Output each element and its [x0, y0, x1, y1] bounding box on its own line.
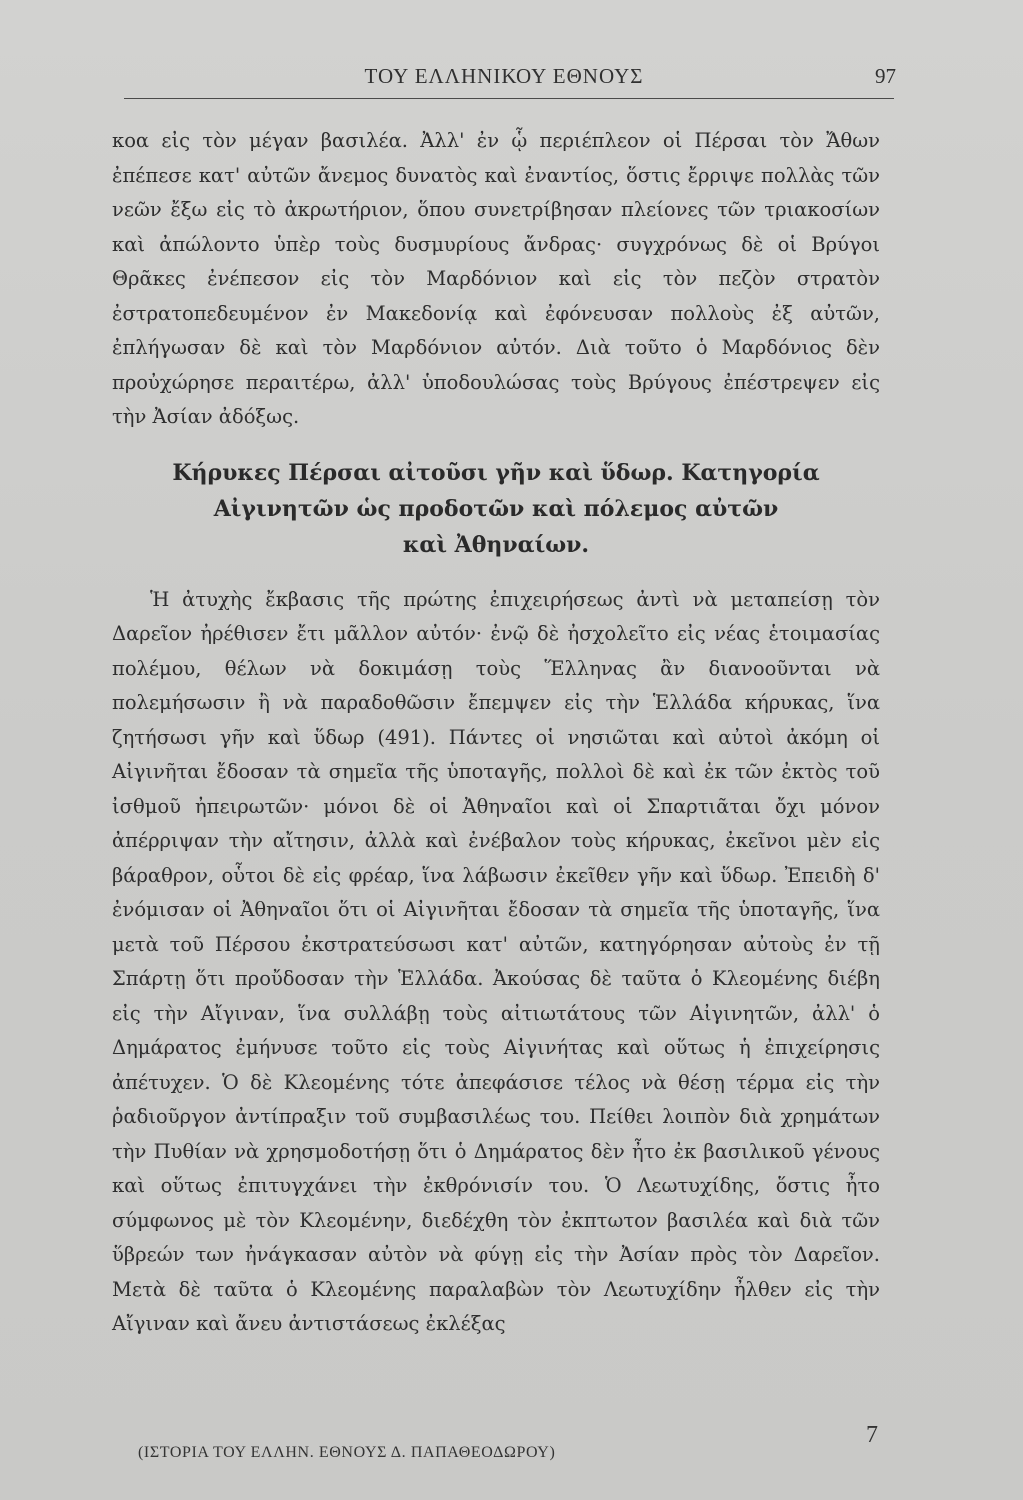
- footer-citation: (ΙΣΤΟΡΙΑ ΤΟΥ ΕΛΛΗΝ. ΕΘΝΟΥΣ Δ. ΠΑΠΑΘΕΟΔΩΡΟΥ): [138, 1444, 556, 1461]
- section-heading-line-3: καὶ Ἀθηναίων.: [402, 531, 590, 558]
- paragraph-2: Ἡ ἀτυχὴς ἔκβασις τῆς πρώτης ἐπιχειρήσεως ἀντὶ νὰ μεταπείσῃ τὸν Δαρεῖον ἠρέθισεν ἔτι μᾶλλον αὐτόν· ἐνῷ δὲ ἠσχολεῖτο εἰς νέας ἑτοιμασίας πολέμου, θέλων νὰ δοκιμάσῃ τοὺς Ἕλληνας ἂν διανοοῦνται νὰ πολεμήσωσιν ἢ νὰ παραδοθῶσιν ἔπεμψεν εἰς τὴν Ἑλλάδα κήρυκας, ἵνα ζητήσωσι γῆν καὶ ὕδωρ (491). Πάντες οἱ νησιῶται καὶ αὐτοὶ ἀκόμη οἱ Αἰγινῆται ἔδοσαν τὰ σημεῖα τῆς ὑποταγῆς, πολλοὶ δὲ καὶ ἐκ τῶν ἐκτὸς τοῦ ἰσθμοῦ ἠπειρωτῶν· μόνοι δὲ οἱ Ἀθηναῖοι καὶ οἱ Σπαρτιᾶται ὄχι μόνον ἀπέρριψαν τὴν αἴτησιν, ἀλλὰ καὶ ἐνέβαλον τοὺς κήρυκας, ἐκεῖνοι μὲν εἰς βάραθρον, οὗτοι δὲ εἰς φρέαρ, ἵνα λάβωσιν ἐκεῖθεν γῆν καὶ ὕδωρ. Ἐπειδὴ δ' ἐνόμισαν οἱ Ἀθηναῖοι ὅτι οἱ Αἰγινῆται ἔδοσαν τὰ σημεῖα τῆς ὑποταγῆς, ἵνα μετὰ τοῦ Πέρσου ἐκστρατεύσωσι κατ' αὐτῶν, κατηγόρησαν αὐτοὺς ἐν τῇ Σπάρτῃ ὅτι προὔδοσαν τὴν Ἑλλάδα. Ἀκούσας δὲ ταῦτα ὁ Κλεομένης διέβη εἰς τὴν Αἴγιναν, ἵνα συλλάβῃ τοὺς αἰτιωτάτους τῶν Αἰγινητῶν, ἀλλ' ὁ Δημάρατος ἐμήνυσε τοῦτο εἰς τοὺς Αἰγινήτας καὶ οὕτως ἡ ἐπιχείρησις ἀπέτυχεν. Ὁ δὲ Κλεομένης τότε ἀπεφάσισε τέλος νὰ θέσῃ τέρμα εἰς τὴν ῥαδιοῦργον ἀντίπραξιν τοῦ συμβασιλέως του. Πείθει λοιπὸν διὰ χρημάτων τὴν Πυθίαν νὰ χρησμοδοτήσῃ ὅτι ὁ Δημάρατος δὲν ἦτο ἐκ βασιλικοῦ γένους καὶ οὕτως ἐπιτυγχάνει τὴν ἐκθρόνισίν του. Ὁ Λεωτυχίδης, ὅστις ἦτο σύμφωνος μὲ τὸν Κλεομένην, διεδέχθη τὸν ἐκπτωτον βασιλέα καὶ διὰ τῶν ὕβρεών των ἠνάγκασαν αὐτὸν νὰ φύγῃ εἰς τὴν Ἀσίαν πρὸς τὸν Δαρεῖον. Μετὰ δὲ ταῦτα ὁ Κλεομένης παραλαβὼν τὸν Λεωτυχίδην ἦλθεν εἰς τὴν Αἴγιναν καὶ ἄνευ ἀντιστάσεως ἐκλέξας: [112, 587, 880, 1335]
- section-heading-line-2: Αἰγινητῶν ὡς προδοτῶν καὶ πόλεμος αὐτῶν: [213, 495, 779, 522]
- paragraph-1: κοα εἰς τὸν μέγαν βασιλέα. Ἀλλ' ἐν ᾧ περιέπλεον οἱ Πέρσαι τὸν Ἄθων ἐπέπεσε κατ' αὐτῶν ἄνεμος δυνατὸς καὶ ἐναντίος, ὅστις ἔρριψε πολλὰς τῶν νεῶν ἔξω εἰς τὸ ἀκρωτήριον, ὅπου συνετρίβησαν πλείονες τῶν τριακοσίων καὶ ἀπώλοντο ὑπὲρ τοὺς δυσμυρίους ἄνδρας· συγχρόνως δὲ οἱ Βρύγοι Θρᾶκες ἐνέπεσον εἰς τὸν Μαρδόνιον καὶ εἰς τὸν πεζὸν στρατὸν ἐστρατοπεδευμένον ἐν Μακεδονίᾳ καὶ ἐφόνευσαν πολλοὺς ἐξ αὐτῶν, ἐπλήγωσαν δὲ καὶ τὸν Μαρδόνιον αὐτόν. Διὰ τοῦτο ὁ Μαρδόνιος δὲν προὐχώρησε περαιτέρω, ἀλλ' ὑποδουλώσας τοὺς Βρύγους ἐπέστρεψεν εἰς τὴν Ἀσίαν ἀδόξως.: [112, 129, 880, 428]
- page-header: [124, 64, 896, 94]
- section-heading: [112, 455, 880, 563]
- page-footer: [138, 1422, 878, 1474]
- signature-mark: 7: [866, 1422, 878, 1448]
- header-rule: [124, 98, 894, 99]
- page-number: 97: [875, 64, 896, 88]
- section-heading-line-1: Κήρυκες Πέρσαι αἰτοῦσι γῆν καὶ ὕδωρ. Κατηγορία: [172, 459, 820, 486]
- body-text: [112, 124, 880, 1342]
- running-title: ΤΟΥ ΕΛΛΗΝΙΚΟΥ ΕΘΝΟΥΣ: [364, 64, 644, 88]
